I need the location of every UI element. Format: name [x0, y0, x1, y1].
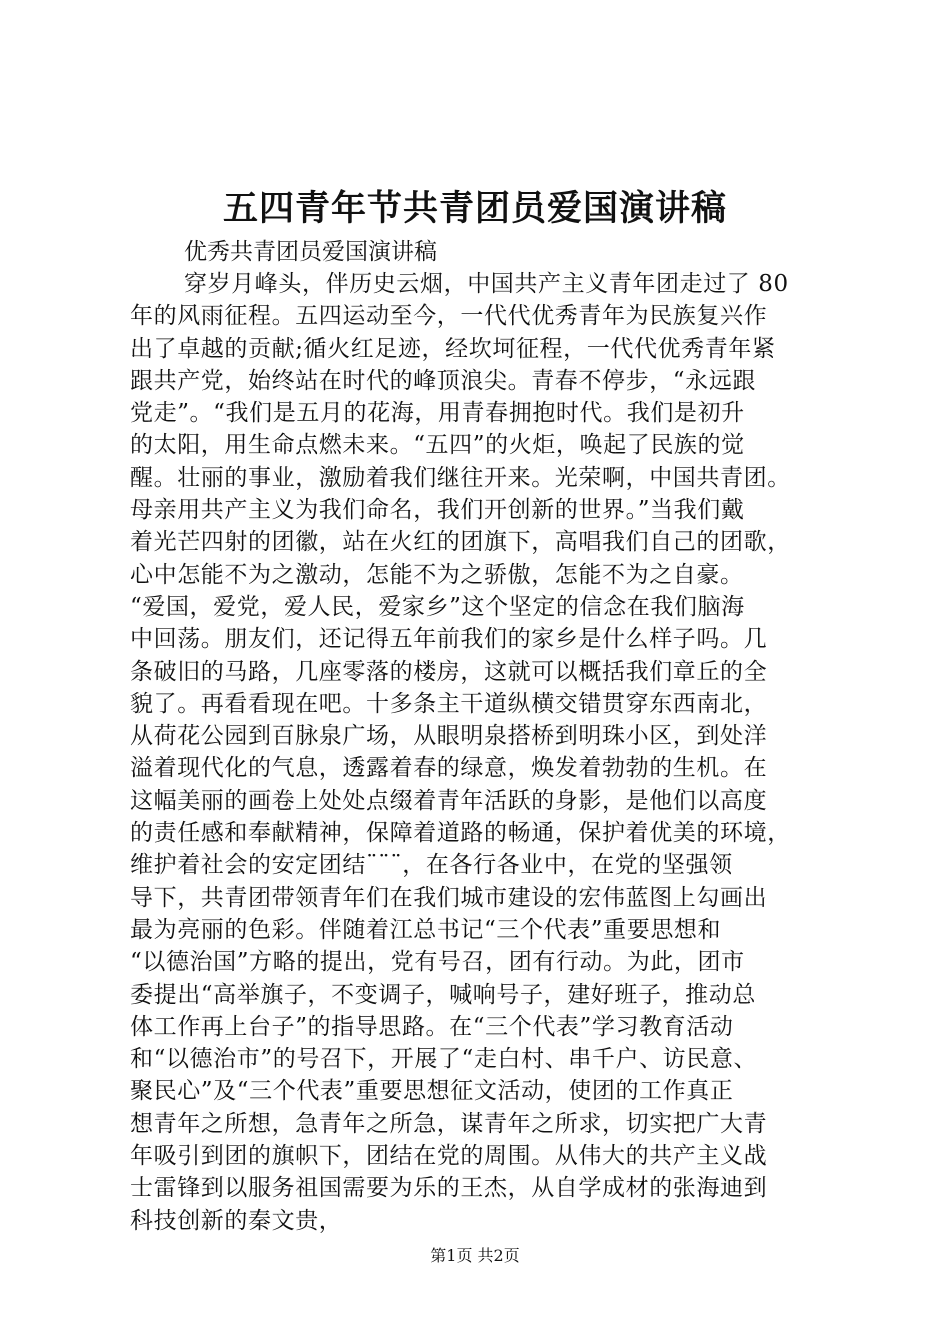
body-line: 跟共产党，始终站在时代的峰顶浪尖。青春不停步，“永远跟	[130, 367, 756, 394]
document-title: 五四青年节共青团员爱国演讲稿	[222, 188, 727, 229]
body-line: 的责任感和奉献精神，保障着道路的畅通，保护着优美的环境，	[130, 820, 791, 847]
body-line: 溢着现代化的气息，透露着春的绿意，焕发着勃勃的生机。在	[130, 755, 768, 782]
body-line: 士雷锋到以服务祖国需要为乐的王杰，从自学成材的张海迪到	[130, 1175, 768, 1202]
body-line: 母亲用共产主义为我们命名，我们开创新的世界。”当我们戴	[130, 497, 745, 524]
body-line: 体工作再上台子”的指导思路。在“三个代表”学习教育活动	[130, 1013, 734, 1040]
body-line: 心中怎能不为之激动，怎能不为之骄傲，怎能不为之自豪。	[130, 561, 744, 588]
body-line: 穿岁月峰头，伴历史云烟，中国共产主义青年团走过了 80	[184, 271, 789, 297]
page-footer: 第1页 共2页	[430, 1246, 520, 1265]
body-line: 从荷花公园到百脉泉广场，从眼明泉搭桥到明珠小区，到处洋	[130, 723, 768, 750]
body-line: 维护着社会的安定团结¨¨¨，在各行各业中，在党的坚强领	[130, 852, 733, 879]
document-body	[130, 268, 830, 1237]
body-line: 聚民心”及“三个代表”重要思想征文活动，使团的工作真正	[130, 1078, 734, 1105]
body-line: 导下，共青团带领青年们在我们城市建设的宏伟蓝图上勾画出	[130, 884, 768, 911]
body-line: 貌了。再看看现在吧。十多条主干道纵横交错贯穿东西南北，	[130, 690, 768, 717]
body-line: 醒。壮丽的事业，激励着我们继往开来。光荣啊，中国共青团。	[130, 464, 791, 491]
body-line: 和“以德治市”的号召下，开展了“走白村、串千户、访民意、	[130, 1046, 758, 1073]
body-line: 想青年之所想，急青年之所急，谋青年之所求，切实把广大青	[130, 1110, 768, 1137]
body-line: 这幅美丽的画卷上处处点缀着青年活跃的身影，是他们以高度	[130, 787, 768, 814]
body-line: 中回荡。朋友们，还记得五年前我们的家乡是什么样子吗。几	[130, 626, 768, 653]
body-line: “以德治国”方略的提出，党有号召，团有行动。为此，团市	[130, 949, 745, 976]
body-line: 委提出“高举旗子，不变调子，喊响号子，建好班子，推动总	[130, 981, 756, 1008]
body-line: 科技创新的秦文贵，	[130, 1207, 343, 1234]
body-line: 条破旧的马路，几座零落的楼房，这就可以概括我们章丘的全	[130, 658, 768, 685]
body-line: 年的风雨征程。五四运动至今，一代代优秀青年为民族复兴作	[130, 303, 768, 330]
body-line: 的太阳，用生命点燃未来。“五四”的火炬，唤起了民族的觉	[130, 432, 745, 459]
body-line: 出了卓越的贡献;循火红足迹，经坎坷征程，一代代优秀青年紧	[130, 335, 776, 362]
body-line: 最为亮丽的色彩。伴随着江总书记“三个代表”重要思想和	[130, 916, 722, 943]
body-line: “爱国，爱党，爱人民，爱家乡”这个坚定的信念在我们脑海	[130, 593, 745, 620]
body-line: 着光芒四射的团徽，站在火红的团旗下，高唱我们自己的团歌，	[130, 529, 791, 556]
body-line: 年吸引到团的旗帜下，团结在党的周围。从伟大的共产主义战	[130, 1143, 768, 1170]
body-line: 党走”。“我们是五月的花海，用青春拥抱时代。我们是初升	[130, 400, 745, 427]
document-subtitle: 优秀共青团员爱国演讲稿	[184, 239, 437, 265]
